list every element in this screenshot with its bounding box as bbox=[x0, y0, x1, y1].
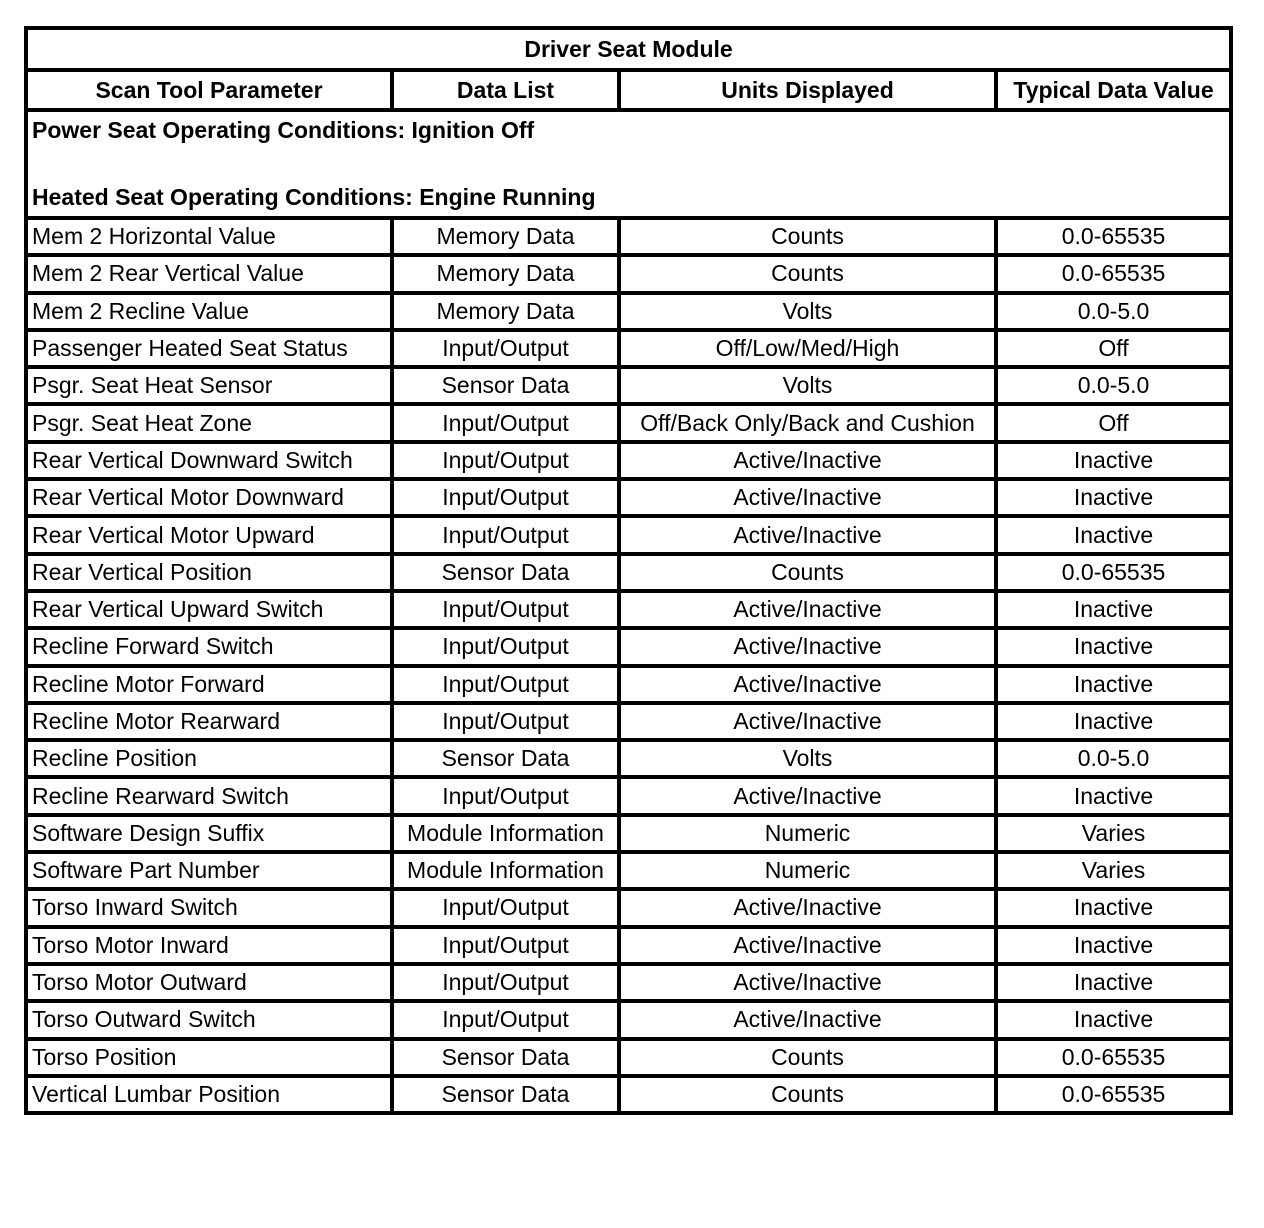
typical-value-cell: Inactive bbox=[996, 666, 1231, 703]
units-cell: Active/Inactive bbox=[619, 479, 996, 516]
column-header-data-list: Data List bbox=[392, 70, 619, 110]
typical-value-cell: Inactive bbox=[996, 889, 1231, 926]
units-cell: Volts bbox=[619, 293, 996, 330]
table-row bbox=[26, 554, 1231, 591]
table-row bbox=[26, 591, 1231, 628]
table-header-row bbox=[26, 70, 1231, 110]
table-title-row bbox=[26, 28, 1231, 70]
table-row bbox=[26, 479, 1231, 516]
parameter-cell: Torso Position bbox=[26, 1039, 392, 1076]
table-row bbox=[26, 852, 1231, 889]
column-header-scan-tool-parameter: Scan Tool Parameter bbox=[26, 70, 392, 110]
units-cell: Active/Inactive bbox=[619, 777, 996, 814]
data-list-cell: Memory Data bbox=[392, 218, 619, 255]
parameter-cell: Rear Vertical Upward Switch bbox=[26, 591, 392, 628]
units-cell: Counts bbox=[619, 554, 996, 591]
parameter-cell: Mem 2 Horizontal Value bbox=[26, 218, 392, 255]
units-cell: Off/Low/Med/High bbox=[619, 330, 996, 367]
parameter-cell: Mem 2 Rear Vertical Value bbox=[26, 255, 392, 292]
typical-value-cell: 0.0-5.0 bbox=[996, 740, 1231, 777]
typical-value-cell: 0.0-65535 bbox=[996, 1076, 1231, 1113]
table-row bbox=[26, 1076, 1231, 1113]
table-row bbox=[26, 666, 1231, 703]
table-row bbox=[26, 367, 1231, 404]
typical-value-cell: Varies bbox=[996, 815, 1231, 852]
parameter-cell: Psgr. Seat Heat Sensor bbox=[26, 367, 392, 404]
typical-value-cell: Off bbox=[996, 404, 1231, 441]
data-list-cell: Memory Data bbox=[392, 293, 619, 330]
table-row bbox=[26, 1001, 1231, 1038]
table-row bbox=[26, 777, 1231, 814]
units-cell: Active/Inactive bbox=[619, 703, 996, 740]
typical-value-cell: 0.0-65535 bbox=[996, 554, 1231, 591]
units-cell: Counts bbox=[619, 255, 996, 292]
data-list-cell: Module Information bbox=[392, 815, 619, 852]
data-list-cell: Sensor Data bbox=[392, 740, 619, 777]
typical-value-cell: 0.0-65535 bbox=[996, 1039, 1231, 1076]
table-row bbox=[26, 218, 1231, 255]
typical-value-cell: Varies bbox=[996, 852, 1231, 889]
parameter-cell: Psgr. Seat Heat Zone bbox=[26, 404, 392, 441]
units-cell: Active/Inactive bbox=[619, 516, 996, 553]
data-list-cell: Input/Output bbox=[392, 404, 619, 441]
data-list-cell: Input/Output bbox=[392, 479, 619, 516]
units-cell: Volts bbox=[619, 367, 996, 404]
table-row bbox=[26, 815, 1231, 852]
parameter-cell: Rear Vertical Downward Switch bbox=[26, 442, 392, 479]
column-header-typical-data-value: Typical Data Value bbox=[996, 70, 1231, 110]
units-cell: Active/Inactive bbox=[619, 591, 996, 628]
typical-value-cell: Inactive bbox=[996, 703, 1231, 740]
parameter-cell: Torso Inward Switch bbox=[26, 889, 392, 926]
table-row bbox=[26, 442, 1231, 479]
data-list-cell: Module Information bbox=[392, 852, 619, 889]
units-cell: Off/Back Only/Back and Cushion bbox=[619, 404, 996, 441]
parameter-cell: Torso Motor Inward bbox=[26, 927, 392, 964]
table-row bbox=[26, 330, 1231, 367]
parameter-cell: Torso Outward Switch bbox=[26, 1001, 392, 1038]
data-list-cell: Input/Output bbox=[392, 889, 619, 926]
units-cell: Active/Inactive bbox=[619, 666, 996, 703]
parameter-cell: Recline Motor Rearward bbox=[26, 703, 392, 740]
typical-value-cell: Inactive bbox=[996, 964, 1231, 1001]
units-cell: Active/Inactive bbox=[619, 964, 996, 1001]
units-cell: Counts bbox=[619, 218, 996, 255]
typical-value-cell: Inactive bbox=[996, 628, 1231, 665]
parameter-cell: Torso Motor Outward bbox=[26, 964, 392, 1001]
spacer bbox=[32, 147, 1225, 181]
data-list-cell: Sensor Data bbox=[392, 1039, 619, 1076]
table-row bbox=[26, 964, 1231, 1001]
data-list-cell: Input/Output bbox=[392, 628, 619, 665]
data-list-cell: Input/Output bbox=[392, 330, 619, 367]
data-list-cell: Input/Output bbox=[392, 591, 619, 628]
units-cell: Numeric bbox=[619, 815, 996, 852]
parameter-cell: Rear Vertical Motor Upward bbox=[26, 516, 392, 553]
typical-value-cell: Inactive bbox=[996, 479, 1231, 516]
power-seat-conditions: Power Seat Operating Conditions: Ignition Off bbox=[32, 117, 535, 143]
units-cell: Counts bbox=[619, 1076, 996, 1113]
parameter-cell: Software Part Number bbox=[26, 852, 392, 889]
typical-value-cell: Off bbox=[996, 330, 1231, 367]
data-list-cell: Input/Output bbox=[392, 703, 619, 740]
data-list-cell: Input/Output bbox=[392, 1001, 619, 1038]
data-list-cell: Input/Output bbox=[392, 964, 619, 1001]
operating-conditions-row bbox=[26, 110, 1231, 218]
units-cell: Active/Inactive bbox=[619, 927, 996, 964]
typical-value-cell: Inactive bbox=[996, 927, 1231, 964]
table-row bbox=[26, 927, 1231, 964]
parameter-cell: Rear Vertical Position bbox=[26, 554, 392, 591]
parameter-cell: Recline Forward Switch bbox=[26, 628, 392, 665]
parameter-cell: Passenger Heated Seat Status bbox=[26, 330, 392, 367]
table-row bbox=[26, 255, 1231, 292]
table-title: Driver Seat Module bbox=[26, 28, 1231, 70]
typical-value-cell: 0.0-65535 bbox=[996, 218, 1231, 255]
typical-value-cell: Inactive bbox=[996, 442, 1231, 479]
units-cell: Numeric bbox=[619, 852, 996, 889]
table-row bbox=[26, 404, 1231, 441]
table-row bbox=[26, 1039, 1231, 1076]
typical-value-cell: 0.0-5.0 bbox=[996, 293, 1231, 330]
column-header-units-displayed: Units Displayed bbox=[619, 70, 996, 110]
units-cell: Active/Inactive bbox=[619, 889, 996, 926]
table-row bbox=[26, 740, 1231, 777]
data-list-cell: Sensor Data bbox=[392, 554, 619, 591]
operating-conditions bbox=[26, 110, 1231, 218]
typical-value-cell: Inactive bbox=[996, 1001, 1231, 1038]
data-list-cell: Input/Output bbox=[392, 516, 619, 553]
table-row bbox=[26, 628, 1231, 665]
table-row bbox=[26, 293, 1231, 330]
typical-value-cell: Inactive bbox=[996, 516, 1231, 553]
typical-value-cell: Inactive bbox=[996, 777, 1231, 814]
table-row bbox=[26, 703, 1231, 740]
data-list-cell: Input/Output bbox=[392, 442, 619, 479]
parameter-cell: Software Design Suffix bbox=[26, 815, 392, 852]
units-cell: Active/Inactive bbox=[619, 628, 996, 665]
units-cell: Counts bbox=[619, 1039, 996, 1076]
table-row bbox=[26, 516, 1231, 553]
typical-value-cell: 0.0-65535 bbox=[996, 255, 1231, 292]
data-list-cell: Sensor Data bbox=[392, 1076, 619, 1113]
parameter-cell: Vertical Lumbar Position bbox=[26, 1076, 392, 1113]
parameter-cell: Mem 2 Recline Value bbox=[26, 293, 392, 330]
units-cell: Volts bbox=[619, 740, 996, 777]
parameter-cell: Recline Position bbox=[26, 740, 392, 777]
typical-value-cell: Inactive bbox=[996, 591, 1231, 628]
data-list-cell: Input/Output bbox=[392, 666, 619, 703]
table-row bbox=[26, 889, 1231, 926]
data-list-cell: Input/Output bbox=[392, 927, 619, 964]
parameter-cell: Recline Motor Forward bbox=[26, 666, 392, 703]
units-cell: Active/Inactive bbox=[619, 1001, 996, 1038]
heated-seat-conditions: Heated Seat Operating Conditions: Engine Running bbox=[32, 184, 596, 210]
data-list-cell: Memory Data bbox=[392, 255, 619, 292]
data-list-cell: Input/Output bbox=[392, 777, 619, 814]
parameter-cell: Recline Rearward Switch bbox=[26, 777, 392, 814]
data-list-cell: Sensor Data bbox=[392, 367, 619, 404]
units-cell: Active/Inactive bbox=[619, 442, 996, 479]
driver-seat-module-table bbox=[24, 26, 1233, 1115]
typical-value-cell: 0.0-5.0 bbox=[996, 367, 1231, 404]
parameter-cell: Rear Vertical Motor Downward bbox=[26, 479, 392, 516]
